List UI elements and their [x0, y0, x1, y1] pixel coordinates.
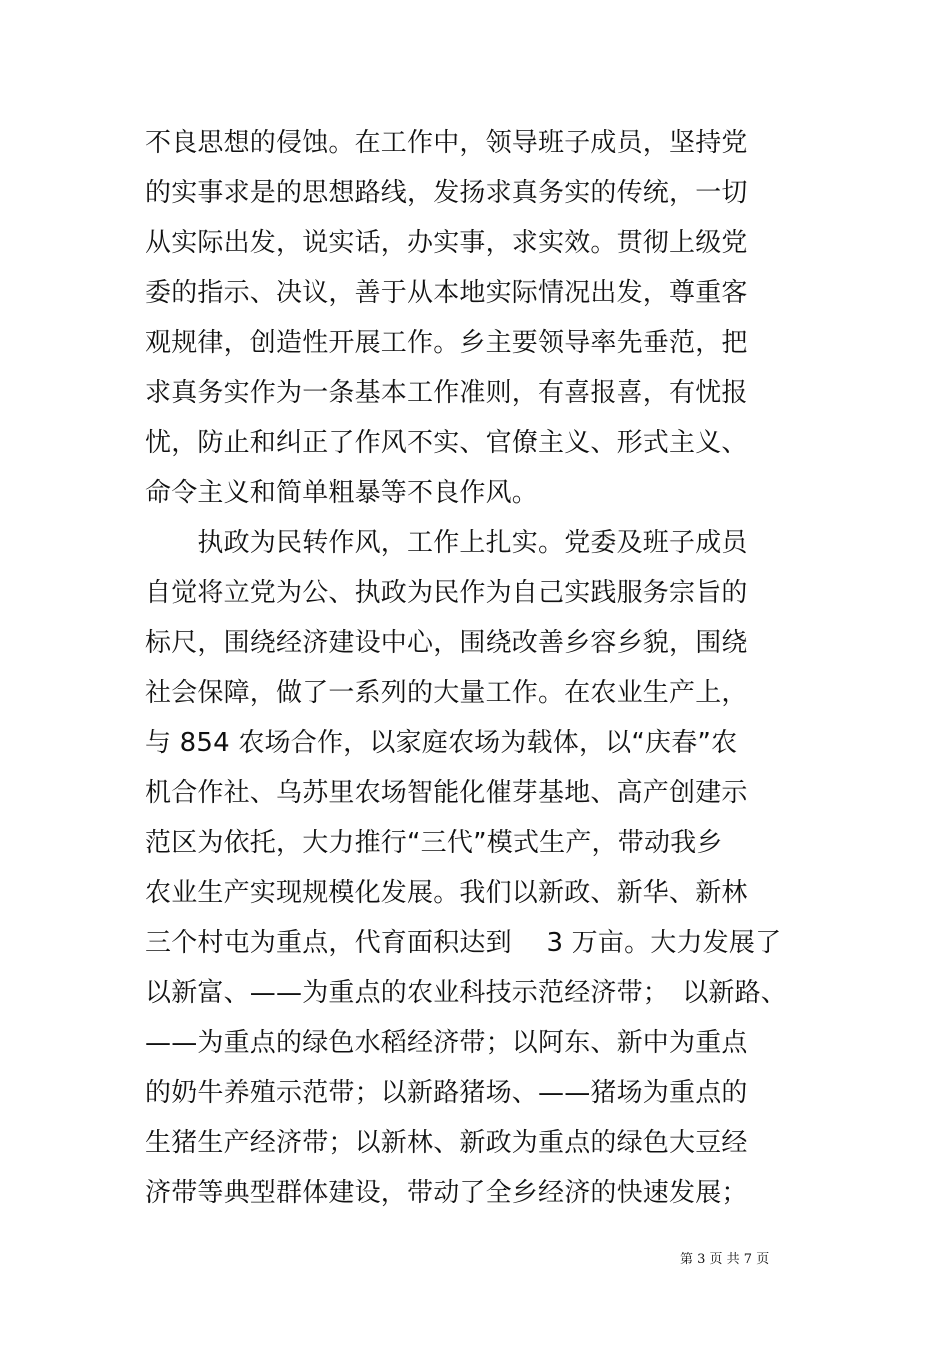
text-line: ——为重点的绿色水稻经济带；以阿东、新中为重点	[145, 1028, 748, 1058]
text-line: 执政为民转作风，工作上扎实。党委及班子成员	[145, 528, 748, 558]
text-line: 范区为依托，大力推行“三代”模式生产，带动我乡	[145, 828, 723, 858]
text-line: 忧，防止和纠正了作风不实、官僚主义、形式主义、	[145, 428, 748, 458]
text-line: 的实事求是的思想路线，发扬求真务实的传统，一切	[145, 178, 748, 208]
text-line: 观规律，创造性开展工作。乡主要领导率先垂范，把	[145, 328, 748, 358]
text-line: 不良思想的侵蚀。在工作中，领导班子成员，坚持党	[145, 128, 748, 158]
text-line: 命令主义和简单粗暴等不良作风。	[145, 478, 539, 508]
text-line: 农业生产实现规模化发展。我们以新政、新华、新林	[145, 878, 748, 908]
text-line: 以新富、——为重点的农业科技示范经济带； 以新路、	[145, 978, 788, 1008]
text-line: 机合作社、乌苏里农场智能化催芽基地、高产创建示	[145, 778, 748, 808]
text-line: 的奶牛养殖示范带；以新路猪场、——猪场为重点的	[145, 1078, 748, 1108]
text-line: 与 854 农场合作，以家庭农场为载体，以“庆春”农	[145, 728, 738, 758]
text-line: 求真务实作为一条基本工作准则，有喜报喜，有忧报	[145, 378, 748, 408]
text-line: 社会保障，做了一系列的大量工作。在农业生产上，	[145, 678, 748, 708]
text-line: 标尺，围绕经济建设中心，围绕改善乡容乡貌，围绕	[145, 628, 748, 658]
body-text	[145, 118, 825, 1218]
text-line: 济带等典型群体建设，带动了全乡经济的快速发展；	[145, 1178, 748, 1208]
text-line: 从实际出发，说实话，办实事，求实效。贯彻上级党	[145, 228, 748, 258]
text-line: 生猪生产经济带；以新林、新政为重点的绿色大豆经	[145, 1128, 748, 1158]
text-line: 自觉将立党为公、执政为民作为自己实践服务宗旨的	[145, 578, 748, 608]
text-line: 三个村屯为重点，代育面积达到 3 万亩。大力发展了	[145, 928, 782, 958]
text-line: 委的指示、决议，善于从本地实际情况出发，尊重客	[145, 278, 748, 308]
page-number-footer: 第 3 页 共 7 页	[680, 1252, 770, 1267]
